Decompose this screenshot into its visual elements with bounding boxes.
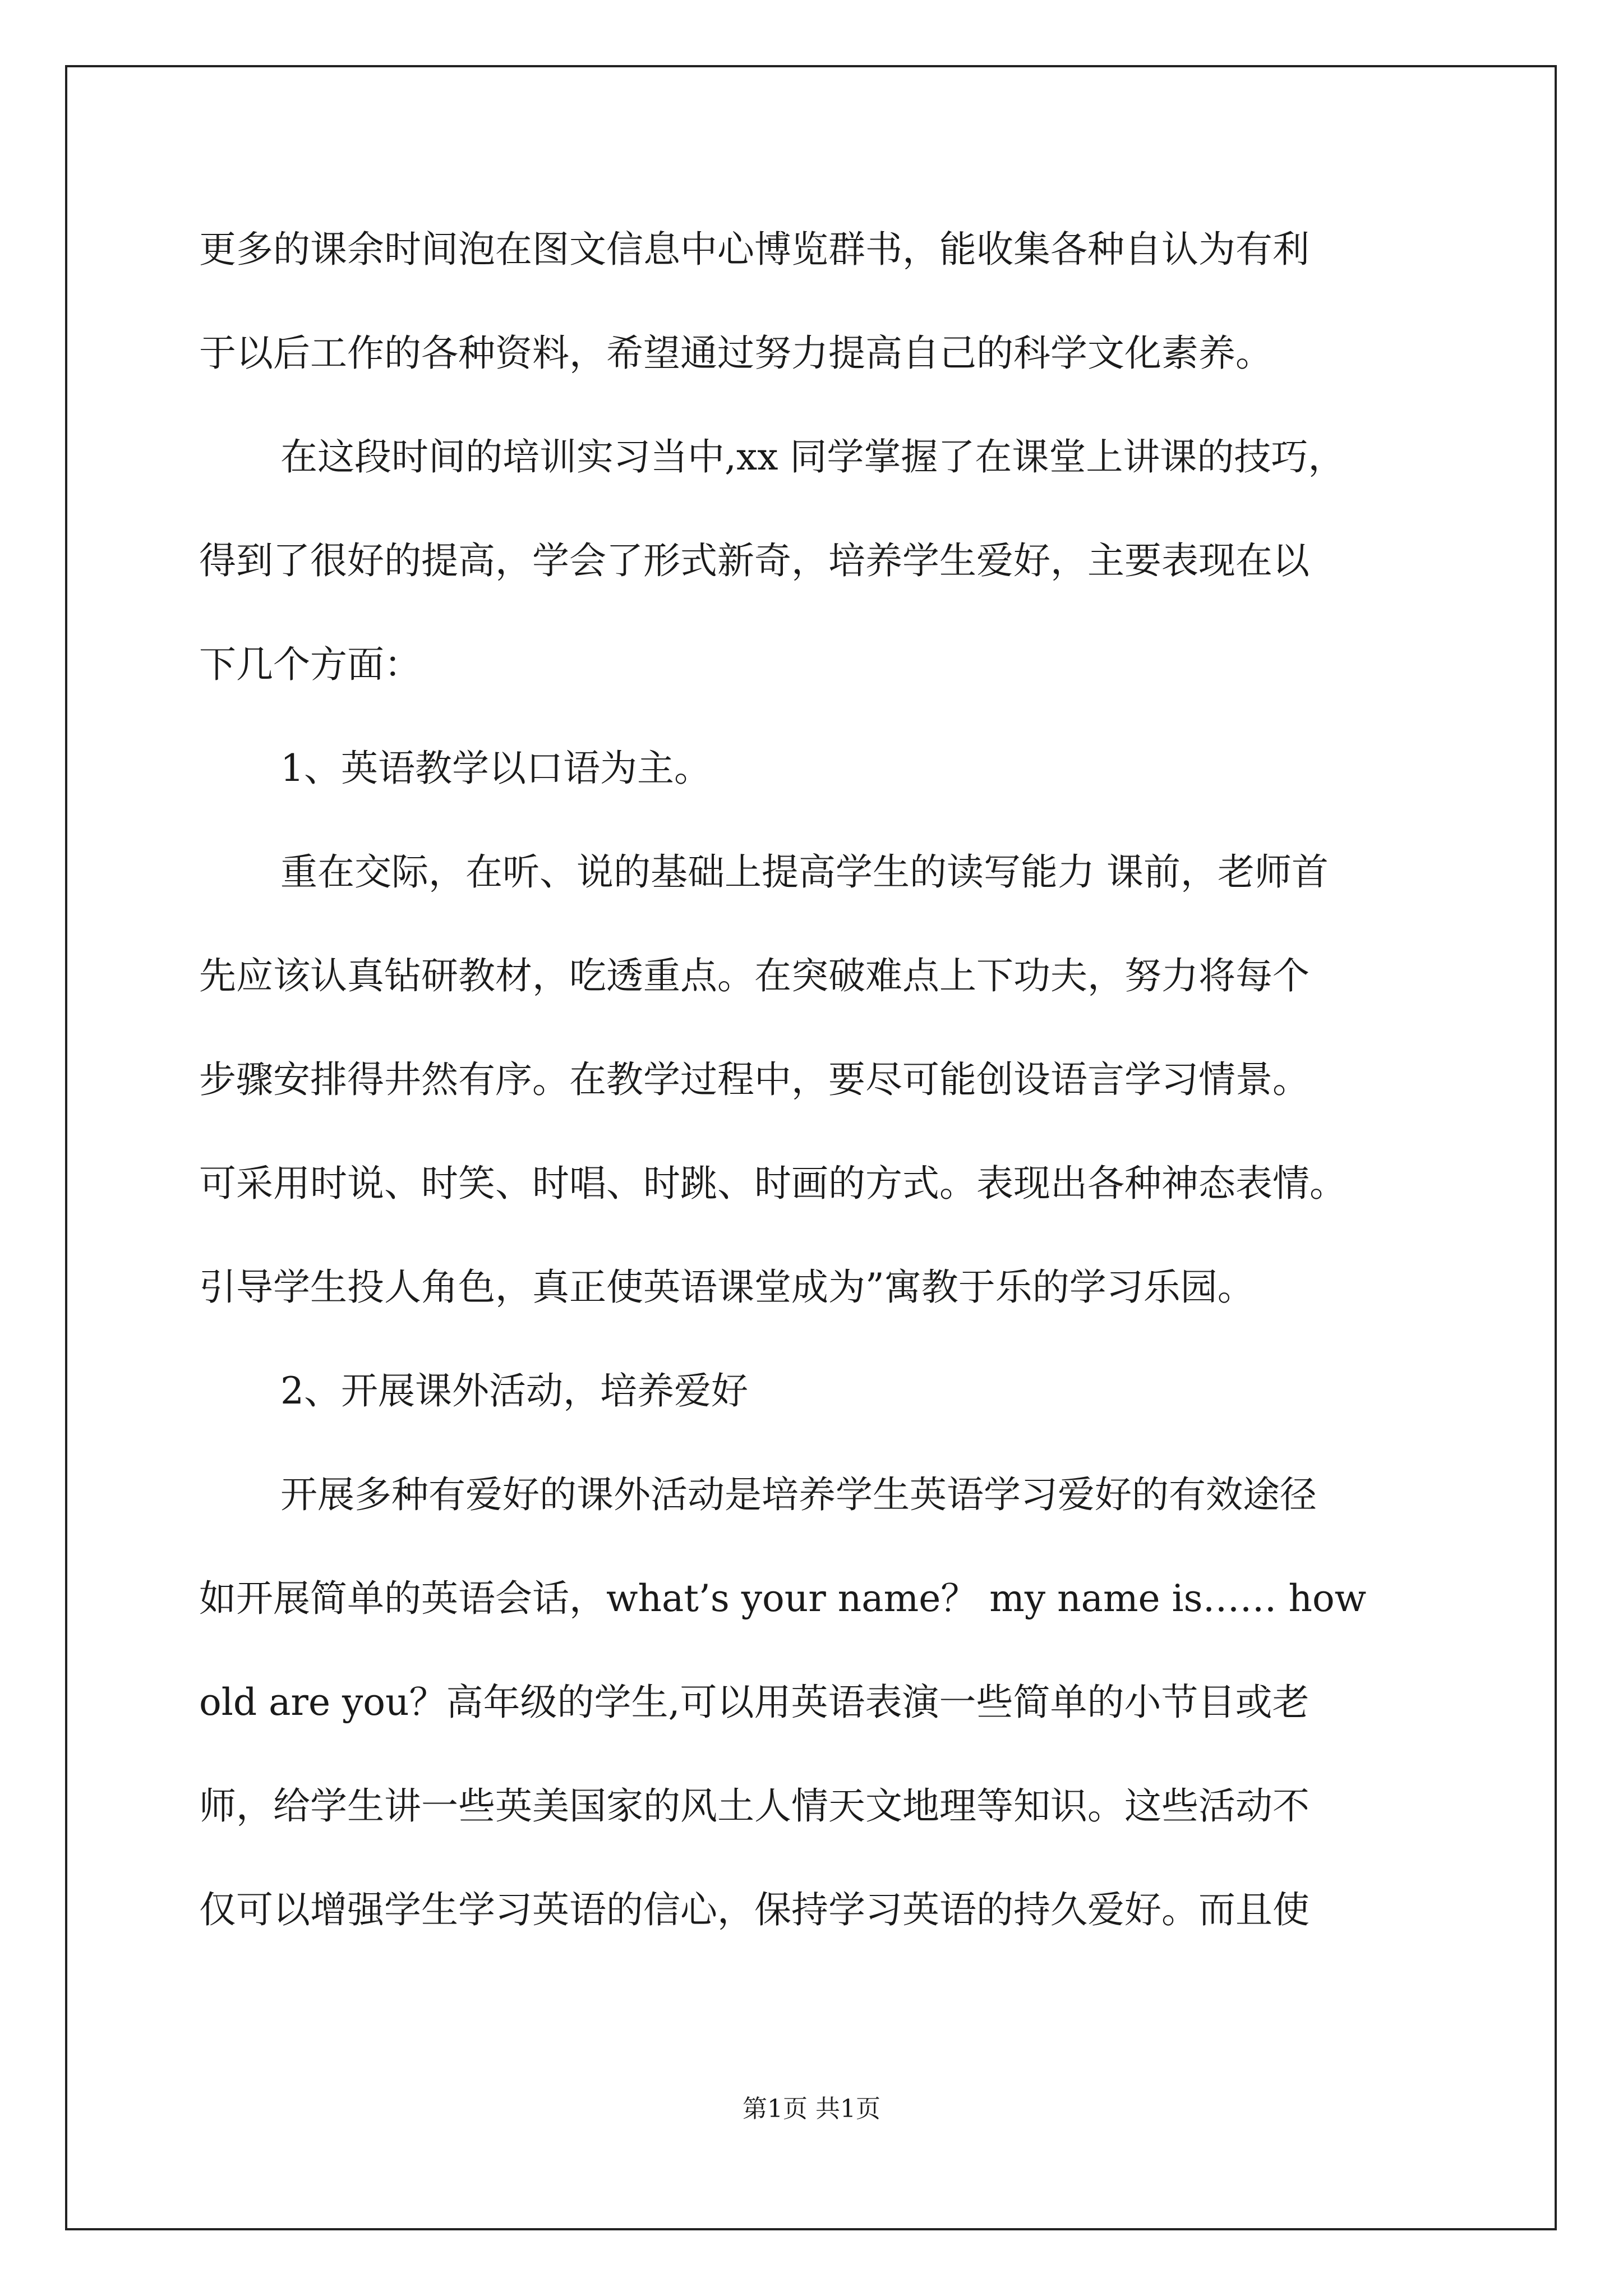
text-line: 更多的课余时间泡在图文信息中心博览群书，能收集各种自认为有利 bbox=[199, 228, 1310, 271]
section-heading: 1、英语教学以口语为主。 bbox=[280, 747, 711, 790]
text-line: 如开展简单的英语会话，what’s your name？ my name is…… how bbox=[199, 1577, 1367, 1620]
section-heading: 2、开展课外活动，培养爱好 bbox=[280, 1369, 748, 1412]
page-footer: 第1页 共1页 bbox=[743, 2095, 880, 2123]
text-line: 步骤安排得井然有序。在教学过程中，要尽可能创设语言学习情景。 bbox=[199, 1058, 1310, 1101]
text-line: old are you？高年级的学生,可以用英语表演一些简单的小节目或老 bbox=[199, 1681, 1310, 1724]
text-line: 下几个方面： bbox=[199, 643, 421, 686]
text-line: 得到了很好的提高，学会了形式新奇，培养学生爱好，主要表现在以 bbox=[199, 539, 1310, 582]
text-line: 于以后工作的各种资料，希望通过努力提高自己的科学文化素养。 bbox=[199, 332, 1272, 375]
text-line: 仅可以增强学生学习英语的信心，保持学习英语的持久爱好。而且使 bbox=[199, 1888, 1310, 1931]
text-line: 先应该认真钻研教材，吃透重点。在突破难点上下功夫，努力将每个 bbox=[199, 954, 1310, 997]
text-line: 在这段时间的培训实习当中,xx 同学掌握了在课堂上讲课的技巧， bbox=[280, 435, 1345, 478]
text-line: 重在交际，在听、说的基础上提高学生的读写能力 课前，老师首 bbox=[280, 850, 1329, 894]
text-line: 引导学生投人角色，真正使英语课堂成为”寓教于乐的学习乐园。 bbox=[199, 1266, 1255, 1309]
text-line: 师，给学生讲一些英美国家的风土人情天文地理等知识。这些活动不 bbox=[199, 1784, 1310, 1828]
text-line: 开展多种有爱好的课外活动是培养学生英语学习爱好的有效途径 bbox=[280, 1473, 1317, 1516]
text-line: 可采用时说、时笑、时唱、时跳、时画的方式。表现出各种神态表情。 bbox=[199, 1162, 1347, 1205]
